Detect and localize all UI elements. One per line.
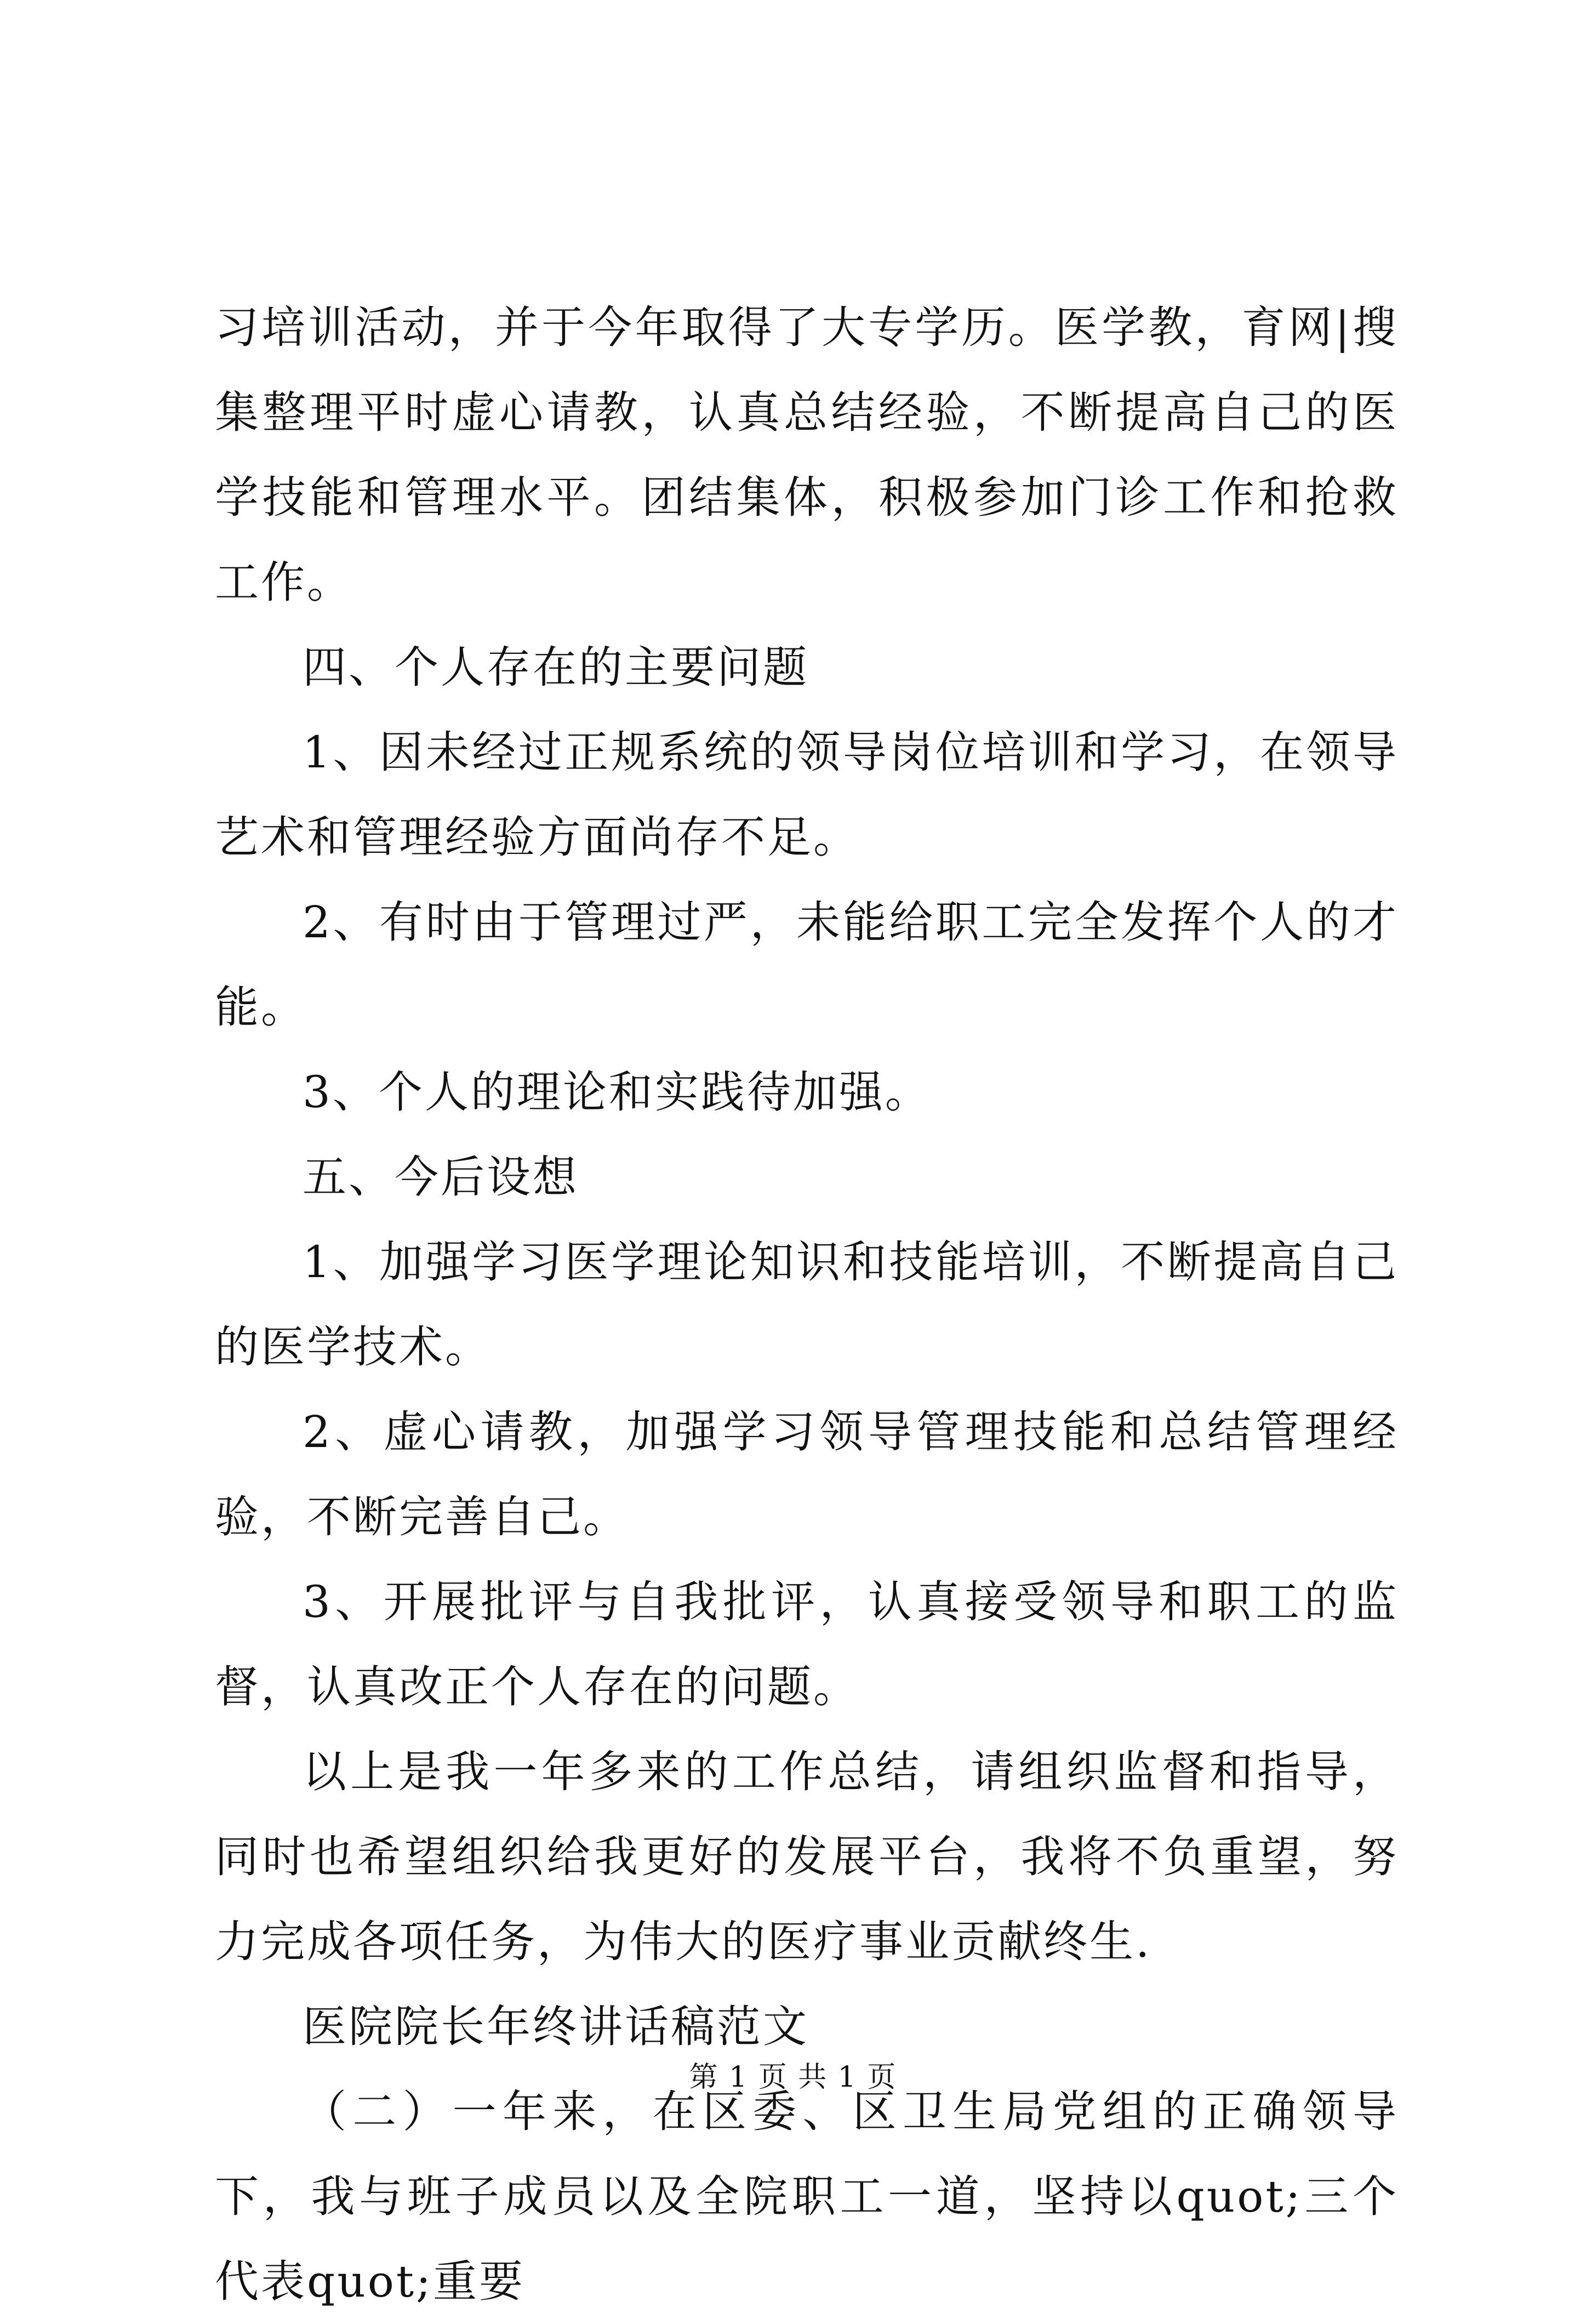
speech-paragraph: （二）一年来，在区委、区卫生局党组的正确领导下，我与班子成员以及全院职工一道，坚持以quot;三个代表quot;重要 (215, 2086, 1399, 2307)
section-heading-plans: 五、今后设想 (303, 1152, 579, 1203)
paragraph-continuation: 习培训活动，并于今年取得了大专学历。医学教，育网|搜集整理平时虚心请教，认真总结经验，不断提高自己的医学技能和管理水平。团结集体，积极参加门诊工作和抢救工作。 (215, 302, 1399, 608)
document-body (215, 285, 1399, 2324)
new-document-title: 医院院长年终讲话稿范文 (303, 2001, 809, 2052)
plan-item-3: 3、开展批评与自我批评，认真接受领导和职工的监督，认真改正个人存在的问题。 (215, 1576, 1399, 1712)
page-number-footer: 第 1 页 共 1 页 (689, 2061, 897, 2094)
problem-item-2: 2、有时由于管理过严，未能给职工完全发挥个人的才能。 (215, 897, 1399, 1033)
problem-item-1: 1、因未经过正规系统的领导岗位培训和学习，在领导艺术和管理经验方面尚存不足。 (215, 727, 1399, 863)
plan-item-2: 2、虚心请教，加强学习领导管理技能和总结管理经验，不断完善自己。 (215, 1406, 1399, 1542)
section-heading-problems: 四、个人存在的主要问题 (303, 642, 809, 693)
plan-item-1: 1、加强学习医学理论知识和技能培训，不断提高自己的医学技术。 (215, 1237, 1399, 1372)
problem-item-3: 3、个人的理论和实践待加强。 (303, 1067, 931, 1118)
closing-paragraph: 以上是我一年多来的工作总结，请组织监督和指导，同时也希望组织给我更好的发展平台，我将不负重望，努力完成各项任务，为伟大的医疗事业贡献终生. (215, 1746, 1399, 1967)
